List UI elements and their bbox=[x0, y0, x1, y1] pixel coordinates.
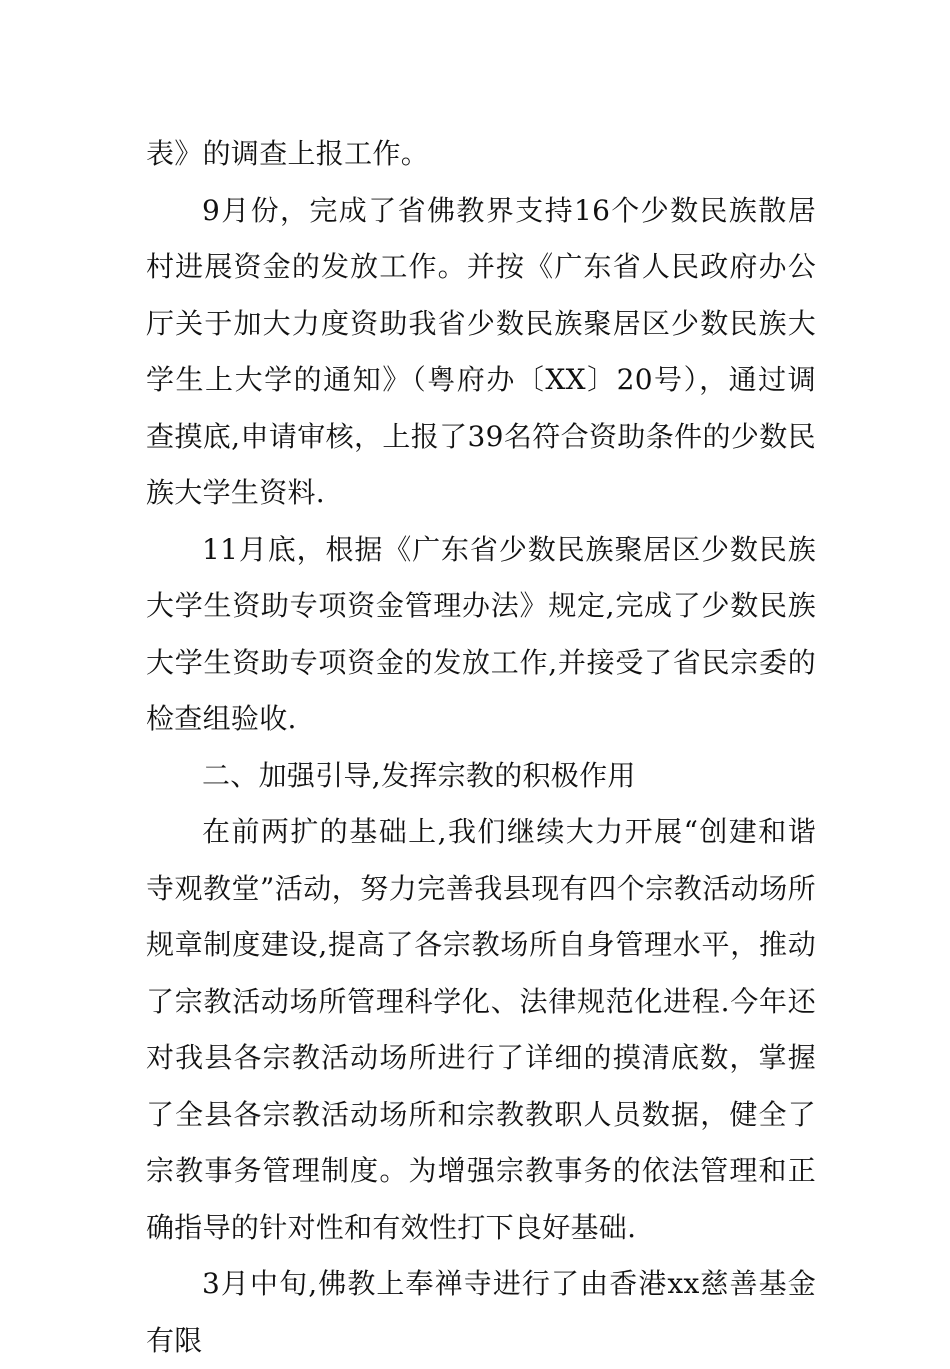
paragraph-march: 3月中旬,佛教上奉禅寺进行了由香港xx慈善基金有限 bbox=[146, 1267, 816, 1357]
paragraph-continuation: 表》的调查上报工作。 bbox=[146, 137, 430, 170]
section-heading: 二、加强引导,发挥宗教的积极作用 bbox=[202, 758, 636, 792]
document-body bbox=[146, 126, 816, 1369]
paragraph-november: 11月底，根据《广东省少数民族聚居区少数民族大学生资助专项资金管理办法》规定,完成了少数民族大学生资助专项资金的发放工作,并接受了省民宗委的检查组验收. bbox=[146, 532, 816, 735]
paragraph-harmony-activity: 在前两扩的基础上,我们继续大力开展“创建和谐寺观教堂”活动，努力完善我县现有四个宗教活动场所规章制度建设,提高了各宗教场所自身管理水平，推动了宗教活动场所管理科学化、法律规范化进程.今年还对我县各宗教活动场所进行了详细的摸清底数，掌握了全县各宗教活动场所和宗教教职人员数据，健全了宗教事务管理制度。为增强宗教事务的依法管理和正确指导的针对性和有效性打下良好基础. bbox=[146, 815, 816, 1244]
paragraph-september: 9月份，完成了省佛教界支持16个少数民族散居村进展资金的发放工作。并按《广东省人民政府办公厅关于加大力度资助我省少数民族聚居区少数民族大学生上大学的通知》（粤府办〔XX〕20号），通过调查摸底,申请审核，上报了39名符合资助条件的少数民族大学生资料. bbox=[146, 193, 816, 509]
